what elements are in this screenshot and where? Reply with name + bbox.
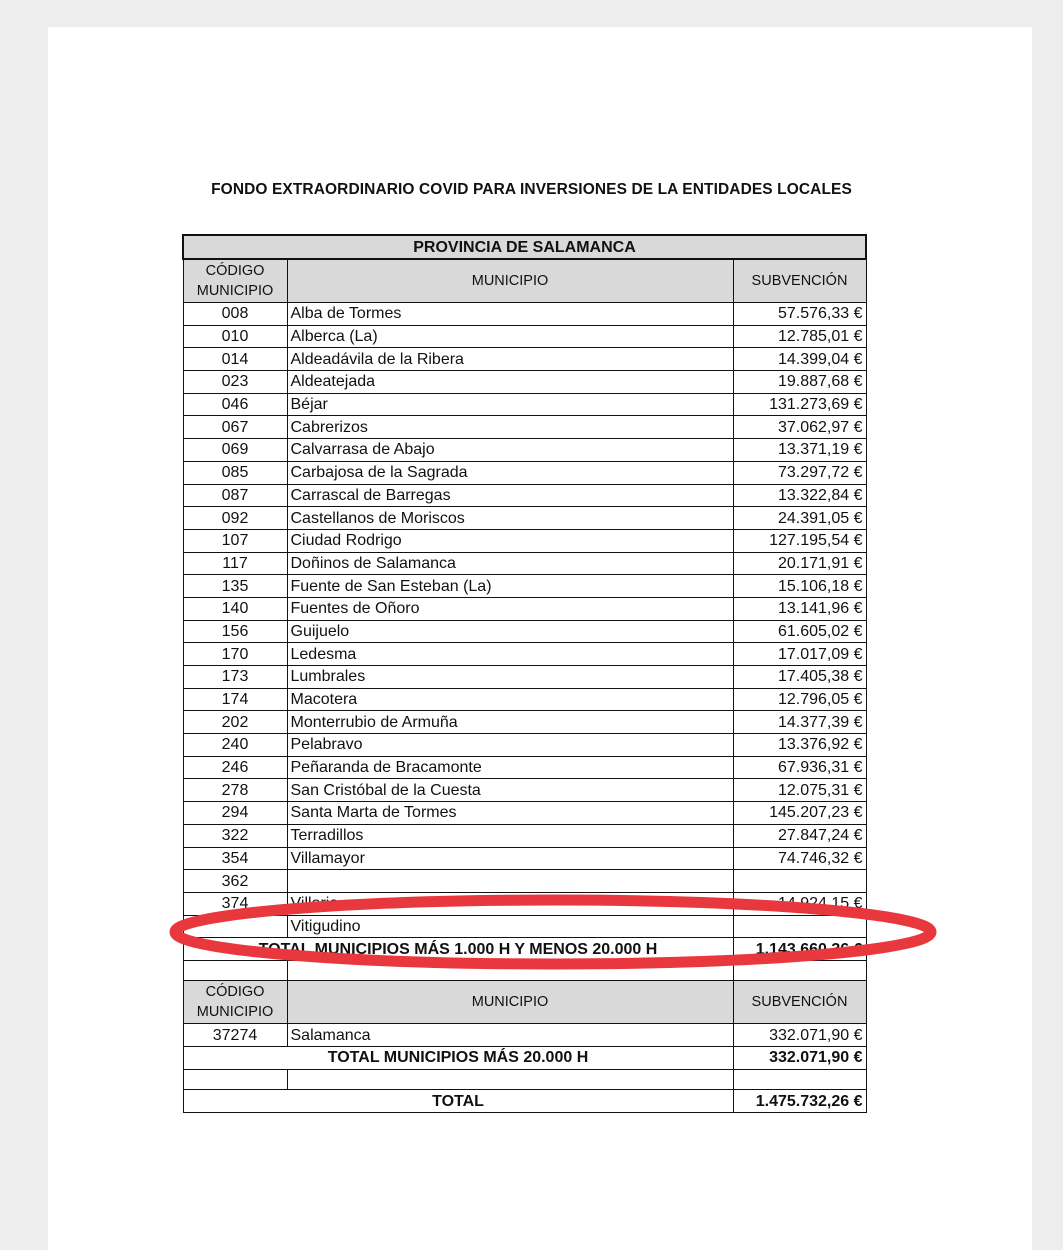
row-code: 046 — [183, 393, 287, 416]
row-municipio: Santa Marta de Tormes — [287, 802, 733, 825]
row-subvencion: 12.075,31 € — [733, 779, 866, 802]
column-header-code-line1: CÓDIGO — [205, 263, 265, 279]
row-municipio: Alberca (La) — [287, 325, 733, 348]
row-municipio: Aldeatejada — [287, 371, 733, 394]
row-code: 069 — [183, 439, 287, 462]
row-code: 087 — [183, 484, 287, 507]
blank-cell — [287, 960, 733, 981]
blank-cell — [183, 1069, 287, 1090]
total-small-label: TOTAL MUNICIPIOS MÁS 1.000 H Y MENOS 20.000 H — [183, 938, 733, 961]
row-subvencion: 27.847,24 € — [733, 824, 866, 847]
column-header-code — [183, 259, 287, 303]
table-row — [183, 824, 866, 847]
grand-total-amount: 1.475.732,26 € — [733, 1090, 866, 1113]
row-code: 140 — [183, 597, 287, 620]
row-code: 117 — [183, 552, 287, 575]
row-code — [183, 915, 287, 938]
table-row — [183, 416, 866, 439]
row-subvencion: 61.605,02 € — [733, 620, 866, 643]
row-municipio: Béjar — [287, 393, 733, 416]
row-code: 354 — [183, 847, 287, 870]
row-municipio: Alba de Tormes — [287, 303, 733, 326]
total-large-row — [183, 1047, 866, 1070]
row-municipio: Ledesma — [287, 643, 733, 666]
row-subvencion: 24.391,05 € — [733, 507, 866, 530]
row-subvencion: 13.376,92 € — [733, 734, 866, 757]
column-header-municipio-2: MUNICIPIO — [287, 981, 733, 1024]
table-row — [183, 575, 866, 598]
row-municipio: Vitigudino — [287, 915, 733, 938]
column-header-row — [183, 259, 866, 303]
row-subvencion: 13.322,84 € — [733, 484, 866, 507]
row-municipio: Ciudad Rodrigo — [287, 529, 733, 552]
total-small-amount: 1.143.660,36 € — [733, 938, 866, 961]
province-header: PROVINCIA DE SALAMANCA — [183, 235, 866, 259]
row-code: 170 — [183, 643, 287, 666]
row-municipio: Calvarrasa de Abajo — [287, 439, 733, 462]
table-row — [183, 802, 866, 825]
row-code: 092 — [183, 507, 287, 530]
row-subvencion — [733, 915, 866, 938]
table-row — [183, 371, 866, 394]
row-code: 014 — [183, 348, 287, 371]
row-code: 278 — [183, 779, 287, 802]
row-municipio: Villoria — [287, 892, 733, 915]
municipality-rows — [183, 303, 866, 938]
table-row — [183, 734, 866, 757]
row-code: 374 — [183, 892, 287, 915]
row-subvencion: 13.371,19 € — [733, 439, 866, 462]
document-title: FONDO EXTRAORDINARIO COVID PARA INVERSIONES DE LA ENTIDADES LOCALES — [211, 181, 852, 198]
subsidy-table — [182, 234, 867, 1113]
row-subvencion: 20.171,91 € — [733, 552, 866, 575]
row-code: 362 — [183, 870, 287, 893]
row-code: 173 — [183, 666, 287, 689]
row-code: 010 — [183, 325, 287, 348]
row-code: 023 — [183, 371, 287, 394]
row-municipio: Monterrubio de Armuña — [287, 711, 733, 734]
table-row — [183, 552, 866, 575]
blank-cell — [287, 1069, 733, 1090]
row-code: 107 — [183, 529, 287, 552]
row-subvencion: 14.924,15 € — [733, 892, 866, 915]
table-row — [183, 892, 866, 915]
large-row-amount: 332.071,90 € — [733, 1024, 866, 1047]
column-header-code-line1: CÓDIGO — [205, 984, 265, 1001]
row-municipio: Aldeadávila de la Ribera — [287, 348, 733, 371]
blank-row — [183, 1069, 866, 1090]
row-subvencion: 15.106,18 € — [733, 575, 866, 598]
row-code: 085 — [183, 461, 287, 484]
row-municipio: Pelabravo — [287, 734, 733, 757]
column-header-code-line2: MUNICIPIO — [196, 283, 274, 299]
row-municipio: Doñinos de Salamanca — [287, 552, 733, 575]
table-row — [183, 643, 866, 666]
row-subvencion: 145.207,23 € — [733, 802, 866, 825]
row-municipio: Castellanos de Moriscos — [287, 507, 733, 530]
table-row — [183, 393, 866, 416]
row-municipio: San Cristóbal de la Cuesta — [287, 779, 733, 802]
table-row — [183, 666, 866, 689]
row-subvencion: 17.405,38 € — [733, 666, 866, 689]
blank-cell — [733, 960, 866, 981]
row-subvencion: 12.796,05 € — [733, 688, 866, 711]
row-subvencion — [733, 870, 866, 893]
table-row — [183, 847, 866, 870]
table-row — [183, 1024, 866, 1047]
row-code: 246 — [183, 756, 287, 779]
row-code: 156 — [183, 620, 287, 643]
column-header-code-2 — [183, 981, 287, 1024]
row-subvencion: 37.062,97 € — [733, 416, 866, 439]
row-municipio — [287, 870, 733, 893]
row-subvencion: 13.141,96 € — [733, 597, 866, 620]
table-row — [183, 597, 866, 620]
row-subvencion: 19.887,68 € — [733, 371, 866, 394]
grand-total-label: TOTAL — [183, 1090, 733, 1113]
row-municipio: Cabrerizos — [287, 416, 733, 439]
row-code: 135 — [183, 575, 287, 598]
table-row — [183, 711, 866, 734]
column-header-subvencion-2: SUBVENCIÓN — [733, 981, 866, 1024]
row-code: 294 — [183, 802, 287, 825]
row-subvencion: 14.399,04 € — [733, 348, 866, 371]
column-header-subvencion: SUBVENCIÓN — [733, 259, 866, 303]
row-municipio: Fuente de San Esteban (La) — [287, 575, 733, 598]
subsidy-table-container — [182, 234, 865, 1113]
row-municipio: Carrascal de Barregas — [287, 484, 733, 507]
column-header-municipio: MUNICIPIO — [287, 259, 733, 303]
total-large-label: TOTAL MUNICIPIOS MÁS 20.000 H — [183, 1047, 733, 1070]
table-row — [183, 915, 866, 938]
table-row — [183, 348, 866, 371]
row-municipio: Lumbrales — [287, 666, 733, 689]
row-subvencion: 67.936,31 € — [733, 756, 866, 779]
column-header-code-line2: MUNICIPIO — [196, 1004, 274, 1021]
table-row — [183, 529, 866, 552]
blank-row — [183, 960, 866, 981]
table-row — [183, 507, 866, 530]
grand-total-row — [183, 1090, 866, 1113]
row-municipio: Guijuelo — [287, 620, 733, 643]
row-municipio: Villamayor — [287, 847, 733, 870]
row-subvencion: 131.273,69 € — [733, 393, 866, 416]
row-subvencion: 57.576,33 € — [733, 303, 866, 326]
table-row — [183, 461, 866, 484]
row-code: 240 — [183, 734, 287, 757]
table-row — [183, 779, 866, 802]
table-row — [183, 756, 866, 779]
row-municipio: Carbajosa de la Sagrada — [287, 461, 733, 484]
row-code: 202 — [183, 711, 287, 734]
large-row-name: Salamanca — [287, 1024, 733, 1047]
table-row — [183, 303, 866, 326]
row-subvencion: 17.017,09 € — [733, 643, 866, 666]
row-subvencion: 127.195,54 € — [733, 529, 866, 552]
table-row — [183, 688, 866, 711]
row-subvencion: 74.746,32 € — [733, 847, 866, 870]
total-small-row — [183, 938, 866, 961]
table-row — [183, 620, 866, 643]
row-municipio: Fuentes de Oñoro — [287, 597, 733, 620]
blank-cell — [733, 1069, 866, 1090]
row-code: 322 — [183, 824, 287, 847]
blank-cell — [183, 960, 287, 981]
row-subvencion: 73.297,72 € — [733, 461, 866, 484]
row-code: 067 — [183, 416, 287, 439]
table-row — [183, 484, 866, 507]
row-subvencion: 14.377,39 € — [733, 711, 866, 734]
row-code: 008 — [183, 303, 287, 326]
table-row — [183, 439, 866, 462]
total-large-amount: 332.071,90 € — [733, 1047, 866, 1070]
row-code: 174 — [183, 688, 287, 711]
province-header-row — [183, 235, 866, 259]
table-row — [183, 325, 866, 348]
row-municipio: Terradillos — [287, 824, 733, 847]
column-header-row-2 — [183, 981, 866, 1024]
large-row-code: 37274 — [183, 1024, 287, 1047]
row-municipio: Macotera — [287, 688, 733, 711]
table-row — [183, 870, 866, 893]
row-municipio: Peñaranda de Bracamonte — [287, 756, 733, 779]
row-subvencion: 12.785,01 € — [733, 325, 866, 348]
